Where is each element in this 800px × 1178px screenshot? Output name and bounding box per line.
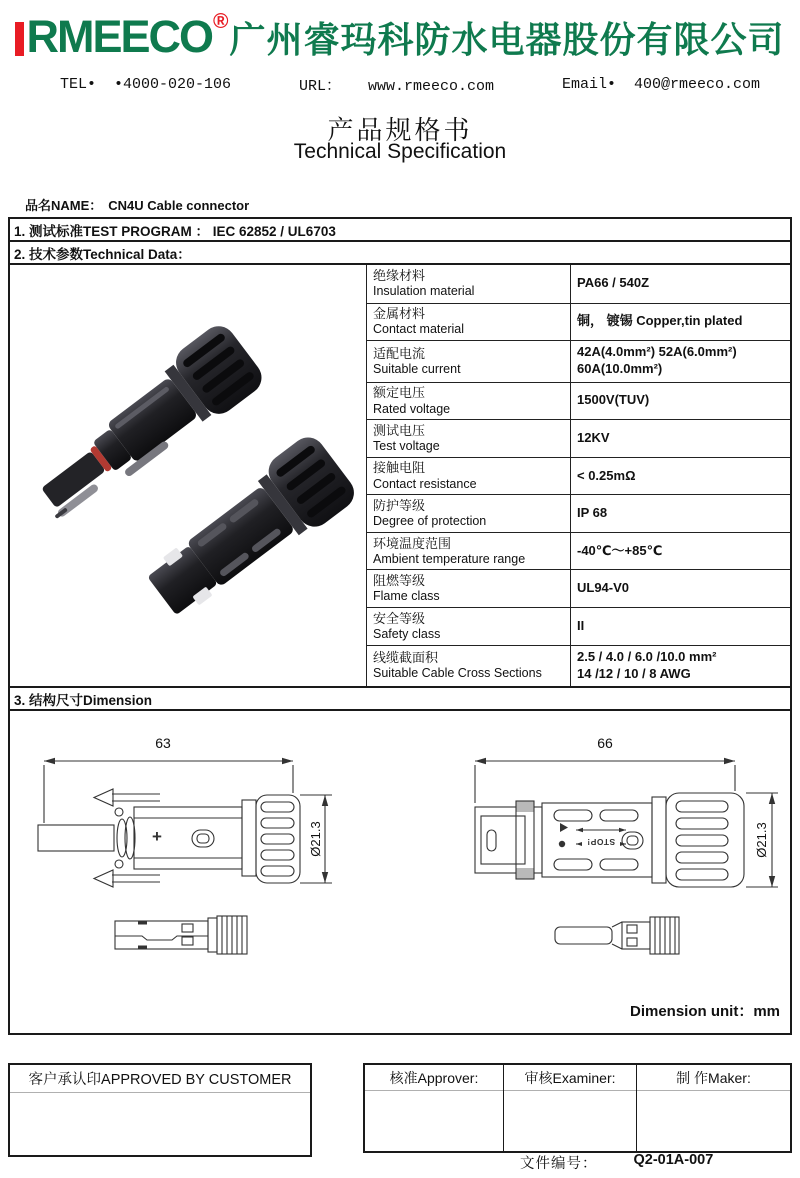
- row-value: < 0.25mΩ: [577, 467, 636, 483]
- registered-trademark-icon: ®: [213, 10, 229, 33]
- female-diameter-dim: Ø21.3: [754, 822, 769, 858]
- row-label-cn: 额定电压: [373, 385, 426, 401]
- row-label-en: Ambient temperature range: [373, 551, 526, 566]
- male-length-dim: 63: [146, 735, 180, 751]
- table-row: [367, 340, 790, 382]
- table-row: [367, 494, 790, 532]
- row-label-cn: 接触电阻: [373, 460, 426, 476]
- row-label-en: Flame class: [373, 589, 440, 604]
- table-row: [367, 419, 790, 457]
- row-value: 12KV: [577, 430, 610, 445]
- logo-red-bar-icon: [15, 22, 24, 56]
- row-label-en: Suitable current: [373, 361, 461, 376]
- table-row: [367, 607, 790, 645]
- row-label-cn: 绝缘材料: [373, 268, 426, 284]
- row-label-en: Degree of protection: [373, 514, 487, 529]
- row-label-cn: 线缆截面积: [373, 650, 439, 666]
- dimension-drawing-panel: [8, 709, 792, 1035]
- row-value: -40℃～+85℃: [577, 542, 663, 558]
- row-label-cn: 安全等级: [373, 610, 426, 626]
- table-row: [367, 457, 790, 495]
- doc-title-cn: 产品规格书: [327, 116, 473, 145]
- row-label-cn: 防护等级: [373, 497, 426, 513]
- spec-rows: [367, 265, 790, 686]
- customer-approval-title: 客户承认印APPROVED BY CUSTOMER: [10, 1065, 310, 1093]
- male-diameter-dim: Ø21.3: [308, 821, 323, 857]
- row-value: 42A(4.0mm²) 52A(6.0mm²): [577, 344, 737, 360]
- company-name-cn: 广州睿玛科防水电器股份有限公司: [229, 18, 785, 60]
- product-name-label: 品名NAME：: [25, 198, 103, 213]
- file-number-line: [520, 1152, 713, 1173]
- section1-test-program: 1. 测试标准TEST PROGRAM ： IEC 62852 / UL6703: [8, 217, 792, 242]
- table-row: [367, 645, 790, 687]
- row-label-en: Contact material: [373, 322, 465, 337]
- polarity-plus-mark: +: [152, 827, 162, 846]
- table-row: [367, 303, 790, 341]
- file-number-label: 文件编号：: [520, 1156, 598, 1172]
- row-label-cn: 测试电压: [373, 422, 426, 438]
- maker-column: [636, 1065, 790, 1151]
- doc-title-en: Technical Specification: [293, 140, 507, 163]
- row-label-cn: 环境温度范围: [373, 535, 452, 551]
- stop-mark: STOP!: [586, 837, 616, 847]
- female-length-dim: 66: [588, 735, 622, 751]
- table-row: [367, 382, 790, 420]
- table-row: [367, 569, 790, 607]
- customer-approval-box: [8, 1063, 312, 1157]
- row-value: PA66 / 540Z: [577, 275, 650, 291]
- contact-email: Email• 400@rmeeco.com: [561, 75, 760, 93]
- row-value: 2.5 / 4.0 / 6.0 /10.0 mm²: [577, 648, 717, 664]
- approver-label: 核准Approver:: [365, 1065, 503, 1091]
- row-value: 铜， 镀锡 Copper,tin plated: [577, 313, 743, 329]
- row-label-en: Test voltage: [373, 439, 440, 454]
- row-label-cn: 金属材料: [373, 306, 426, 322]
- table-row: [367, 532, 790, 570]
- table-row: [367, 265, 790, 303]
- section3-dimension: 3. 结构尺寸Dimension: [8, 686, 792, 711]
- company-logo: [0, 6, 800, 68]
- technical-data-table: [8, 263, 792, 688]
- examiner-column: [503, 1065, 636, 1151]
- maker-label: 制 作Maker:: [637, 1065, 790, 1091]
- examiner-signature-space: [504, 1091, 636, 1151]
- logo-wordmark: RMEECO: [26, 11, 212, 62]
- row-value: UL94-V0: [577, 580, 630, 596]
- row-value-2: 60A(10.0mm²): [577, 361, 663, 377]
- row-value: II: [577, 617, 585, 633]
- product-photo: [10, 265, 367, 686]
- product-name-line: [25, 195, 249, 214]
- row-label-en: Contact resistance: [373, 476, 477, 491]
- approver-column: [365, 1065, 503, 1151]
- contact-info-row: [60, 72, 760, 96]
- contact-tel: TEL• •4000-020-106: [60, 75, 232, 93]
- section2-technical-data: 2. 技术参数Technical Data：: [8, 240, 792, 265]
- row-label-cn: 阻燃等级: [373, 573, 426, 589]
- row-label-cn: 适配电流: [373, 345, 426, 361]
- product-name-value: CN4U Cable connector: [108, 198, 250, 213]
- approver-signature-space: [365, 1091, 503, 1151]
- signoff-box: [363, 1063, 792, 1153]
- row-value: 1500V(TUV): [577, 392, 650, 408]
- row-label-en: Rated voltage: [373, 401, 451, 416]
- file-number-value: Q2-01A-007: [633, 1152, 714, 1168]
- row-label-en: Insulation material: [373, 284, 475, 299]
- dimension-line-art: [10, 711, 790, 1033]
- contact-url: URL： www.rmeeco.com: [298, 77, 494, 95]
- row-value: IP 68: [577, 505, 608, 521]
- maker-signature-space: [637, 1091, 790, 1151]
- customer-approval-space: [10, 1093, 310, 1153]
- dimension-unit-note: Dimension unit：mm: [629, 1003, 780, 1020]
- row-label-en: Suitable Cable Cross Sections: [373, 666, 542, 681]
- examiner-label: 审核Examiner:: [504, 1065, 636, 1091]
- row-value-2: 14 /12 / 10 / 8 AWG: [577, 665, 691, 681]
- row-label-en: Safety class: [373, 626, 441, 641]
- connector-photo-art: [10, 265, 363, 686]
